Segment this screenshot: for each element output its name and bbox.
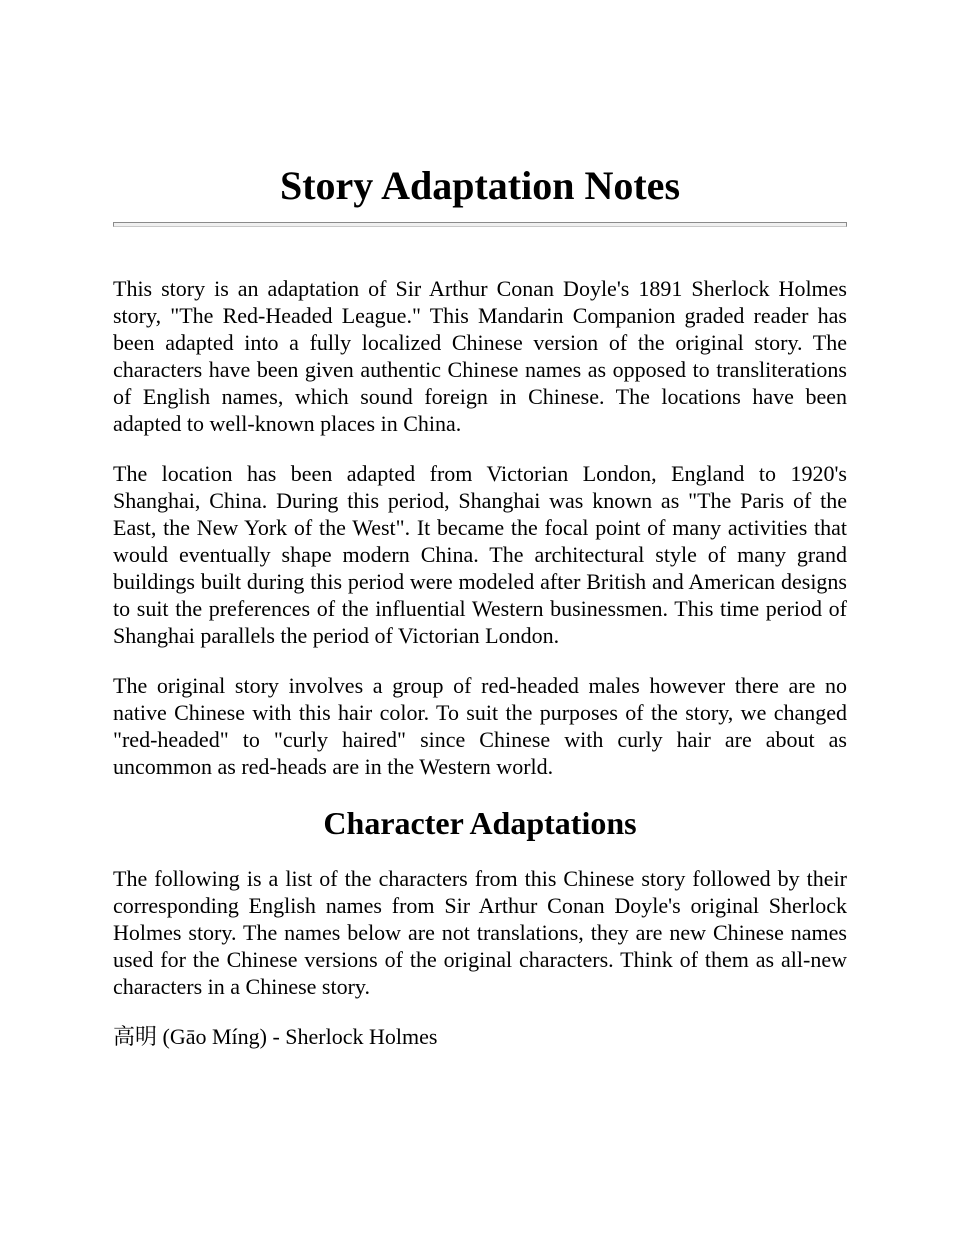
paragraph-character-intro: The following is a list of the characters from this Chinese story followed by their corresponding English names from Sir Arthur Conan Doyle's original Sherlock Holmes story. The names below are not translations, they are new Chinese names used for the Chinese versions of the original characters. Think of them as all-new characters in a Chinese story. [113,866,847,999]
document-body [113,275,847,1050]
paragraph-hair-color: The original story involves a group of red-headed males however there are no native Chinese with this hair color. To suit the purposes of the story, we changed "red-headed" to "curly haired" since Chinese with curly hair are about as uncommon as red-heads are in the Western world. [113,673,847,779]
section-heading: Character Adaptations [323,805,637,841]
paragraph-adaptation-intro: This story is an adaptation of Sir Arthur Conan Doyle's 1891 Sherlock Holmes story, "The Red-Headed League." This Mandarin Companion graded reader has been adapted into a fully localized Chinese version of the original story. The characters have been given authentic Chinese names as opposed to transliterations of English names, which sound foreign in Chinese. The locations have been adapted to well-known places in China. [113,276,847,436]
page-title: Story Adaptation Notes [279,163,681,208]
title-divider [113,222,847,227]
paragraph-location: The location has been adapted from Victorian London, England to 1920's Shanghai, China. During this period, Shanghai was known as "The Paris of the East, the New York of the West". It became the focal point of many activities that would eventually shape modern China. The architectural style of many grand buildings built during this period were modeled after British and American designs to suit the preferences of the influential Western businessmen. This time period of Shanghai parallels the period of Victorian London. [113,461,847,648]
character-entry: 高明 (Gāo Míng) - Sherlock Holmes [113,1024,438,1049]
